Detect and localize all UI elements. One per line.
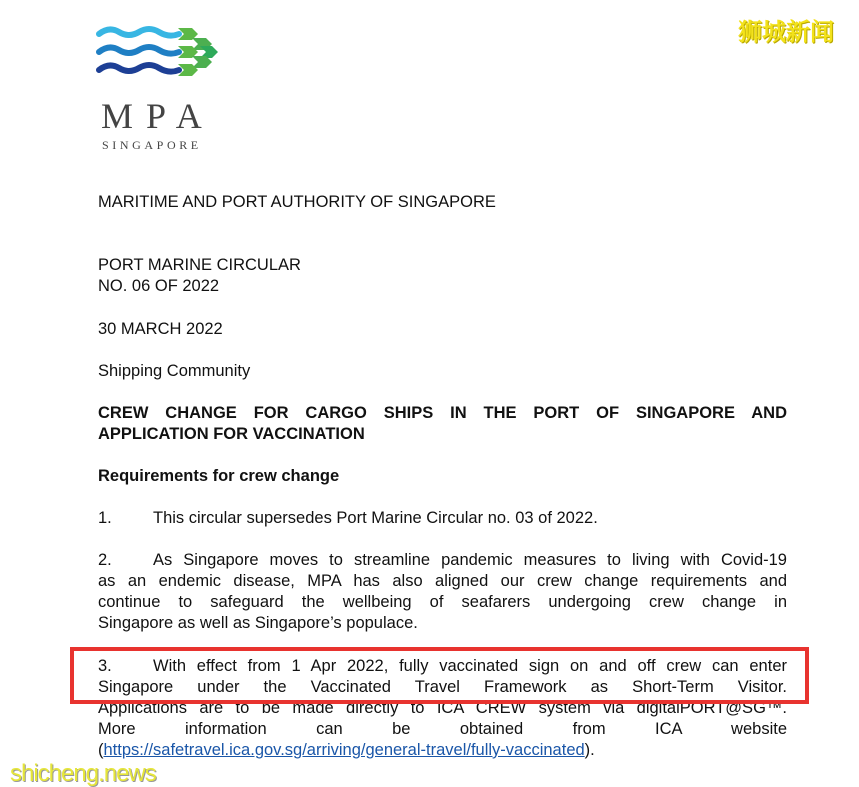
paragraph-link-line: [98, 740, 787, 761]
section-heading: Requirements for crew change: [98, 467, 340, 485]
close-paren: ).: [584, 741, 595, 759]
addressee: Shipping Community: [98, 362, 251, 380]
watermark-top: 狮城新闻: [738, 18, 834, 46]
highlight-box: [70, 647, 809, 704]
paragraph-line: As Singapore moves to streamline pandemic measures to living with Covid-19: [153, 551, 787, 569]
logo-text: MPA: [101, 96, 215, 136]
paragraph-number: 1.: [98, 509, 112, 527]
circular-type: PORT MARINE CIRCULAR: [98, 256, 301, 274]
paragraph-number: 2.: [98, 551, 112, 569]
paragraph-line: continue to safeguard the wellbeing of seafarers undergoing crew change in: [98, 593, 787, 611]
paragraph-line: as an endemic disease, MPA has also aligned our crew change requirements and: [98, 572, 787, 590]
logo-subtext: SINGAPORE: [102, 138, 202, 152]
paragraph-text: This circular supersedes Port Marine Circular no. 03 of 2022.: [153, 509, 598, 527]
circular-date: 30 MARCH 2022: [98, 320, 223, 338]
mpa-waves-icon: [96, 24, 220, 86]
paragraph-number: 3.: [98, 657, 112, 675]
ica-website-link[interactable]: https://safetravel.ica.gov.sg/arriving/general-travel/fully-vaccinated: [103, 741, 585, 759]
open-paren: (: [98, 741, 104, 759]
title-line-2: APPLICATION FOR VACCINATION: [98, 425, 365, 443]
authority-name: MARITIME AND PORT AUTHORITY OF SINGAPORE: [98, 193, 496, 211]
paragraph-line: More information can be obtained from ICA website: [98, 720, 787, 738]
watermark-bottom: shicheng.news: [10, 760, 156, 787]
circular-number: NO. 06 OF 2022: [98, 277, 220, 295]
paragraph-line: With effect from 1 Apr 2022, fully vaccinated sign on and off crew can enter: [153, 657, 787, 675]
paragraph-1: [98, 508, 787, 529]
paragraph-line: Applications are to be made directly to ICA CREW system via digitalPORT@SG™.: [98, 699, 787, 717]
paragraph-line: Singapore under the Vaccinated Travel Framework as Short-Term Visitor.: [98, 678, 787, 696]
title-line-1: CREW CHANGE FOR CARGO SHIPS IN THE PORT OF SINGAPORE AND: [98, 404, 787, 422]
paragraph-line: Singapore as well as Singapore’s populace.: [98, 614, 418, 632]
